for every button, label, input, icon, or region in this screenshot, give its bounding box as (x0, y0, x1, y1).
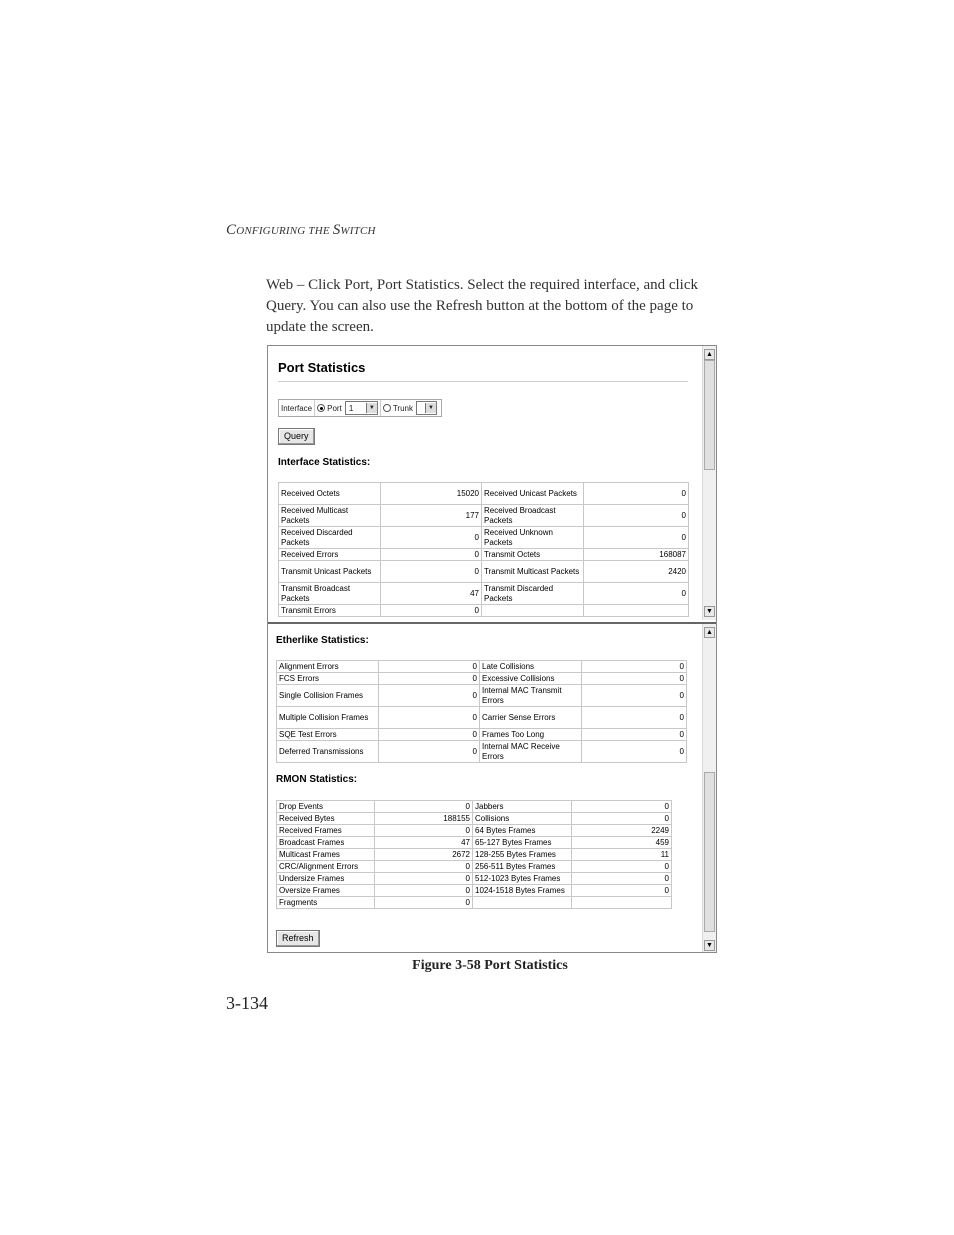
table-row (277, 813, 672, 825)
stat-value (584, 605, 689, 617)
stat-value: 0 (572, 801, 672, 813)
stat-label: Received Unknown Packets (482, 527, 584, 549)
top-pane-scrollbar[interactable] (702, 346, 716, 620)
table-row (277, 729, 687, 741)
stat-label: Received Errors (279, 549, 381, 561)
table-row (279, 483, 689, 505)
running-head-text-2: WITCH (340, 225, 376, 237)
stat-value: 0 (584, 583, 689, 605)
stat-value: 0 (375, 897, 473, 909)
query-button[interactable]: Query (278, 428, 315, 445)
stat-value: 0 (572, 813, 672, 825)
stat-label: Late Collisions (480, 661, 582, 673)
stat-value: 168087 (584, 549, 689, 561)
stat-value: 2420 (584, 561, 689, 583)
stat-value: 188155 (375, 813, 473, 825)
table-row (277, 707, 687, 729)
stat-value: 0 (381, 605, 482, 617)
stat-value: 0 (584, 527, 689, 549)
screenshot-frame (267, 345, 717, 953)
scroll-thumb[interactable] (704, 772, 715, 932)
interface-statistics-table (278, 482, 689, 617)
stat-label (473, 897, 572, 909)
stat-label: 65-127 Bytes Frames (473, 837, 572, 849)
rmon-statistics-table (276, 800, 672, 909)
stat-value: 0 (572, 861, 672, 873)
table-row (277, 849, 672, 861)
table-row (279, 505, 689, 527)
table-row (277, 741, 687, 763)
stat-label: Excessive Collisions (480, 673, 582, 685)
table-row (279, 583, 689, 605)
stat-value: 0 (379, 707, 480, 729)
stat-label: Received Frames (277, 825, 375, 837)
stat-label: Internal MAC Receive Errors (480, 741, 582, 763)
title-divider (278, 381, 688, 382)
stat-label: Received Bytes (277, 813, 375, 825)
stat-value: 0 (381, 561, 482, 583)
stat-value: 0 (582, 673, 687, 685)
running-head (226, 222, 376, 239)
stat-value: 47 (381, 583, 482, 605)
stat-value: 0 (381, 549, 482, 561)
stat-value: 0 (379, 673, 480, 685)
etherlike-statistics-table (276, 660, 687, 763)
stat-value: 0 (379, 685, 480, 707)
scroll-up-icon[interactable]: ▲ (704, 627, 715, 638)
stat-value: 459 (572, 837, 672, 849)
bottom-pane (268, 622, 716, 953)
stat-label: Oversize Frames (277, 885, 375, 897)
stat-value (572, 897, 672, 909)
stat-label: Received Unicast Packets (482, 483, 584, 505)
stat-value: 0 (582, 661, 687, 673)
stat-value: 0 (375, 885, 473, 897)
table-row (277, 897, 672, 909)
stat-label: Received Discarded Packets (279, 527, 381, 549)
stat-value: 177 (381, 505, 482, 527)
stat-label: Internal MAC Transmit Errors (480, 685, 582, 707)
stat-label: Deferred Transmissions (277, 741, 379, 763)
table-row (277, 801, 672, 813)
top-pane (268, 346, 716, 620)
stat-label: Transmit Octets (482, 549, 584, 561)
stat-label: Drop Events (277, 801, 375, 813)
port-select[interactable] (345, 401, 378, 415)
table-row (277, 825, 672, 837)
table-row (277, 837, 672, 849)
stat-value: 0 (572, 873, 672, 885)
stat-value: 0 (375, 801, 473, 813)
stat-label: 128-255 Bytes Frames (473, 849, 572, 861)
stat-value: 11 (572, 849, 672, 861)
stat-value: 15020 (381, 483, 482, 505)
stat-value: 0 (375, 873, 473, 885)
table-row (279, 605, 689, 617)
stat-label: 64 Bytes Frames (473, 825, 572, 837)
scroll-down-icon[interactable]: ▼ (704, 606, 715, 617)
scroll-down-icon[interactable]: ▼ (704, 940, 715, 951)
stat-label: Carrier Sense Errors (480, 707, 582, 729)
stat-value: 2249 (572, 825, 672, 837)
stat-value: 0 (379, 741, 480, 763)
table-row (277, 661, 687, 673)
stat-label: Transmit Broadcast Packets (279, 583, 381, 605)
stat-label: SQE Test Errors (277, 729, 379, 741)
table-row (277, 685, 687, 707)
stat-label: CRC/Alignment Errors (277, 861, 375, 873)
dropdown-arrow-icon: ▼ (366, 403, 377, 413)
table-row (277, 885, 672, 897)
scroll-up-icon[interactable]: ▲ (704, 349, 715, 360)
running-head-initial: C (226, 222, 237, 238)
stat-label: Transmit Errors (279, 605, 381, 617)
stat-label: 512-1023 Bytes Frames (473, 873, 572, 885)
stat-label: Collisions (473, 813, 572, 825)
stat-value: 0 (375, 825, 473, 837)
stat-label: Broadcast Frames (277, 837, 375, 849)
bottom-pane-scrollbar[interactable] (702, 624, 716, 953)
stat-value: 0 (582, 685, 687, 707)
stat-value: 0 (572, 885, 672, 897)
stat-label: 1024-1518 Bytes Frames (473, 885, 572, 897)
table-row (279, 561, 689, 583)
stat-label: Frames Too Long (480, 729, 582, 741)
interface-statistics-heading: Interface Statistics: (278, 457, 371, 468)
stat-label: Multicast Frames (277, 849, 375, 861)
table-row (279, 527, 689, 549)
running-head-text: ONFIGURING THE (236, 225, 333, 237)
etherlike-statistics-heading: Etherlike Statistics: (276, 635, 369, 646)
port-label: Port (327, 403, 342, 413)
stat-value: 0 (379, 729, 480, 741)
rmon-statistics-heading: RMON Statistics: (276, 774, 358, 785)
table-row (277, 873, 672, 885)
stat-label: Jabbers (473, 801, 572, 813)
dropdown-arrow-icon: ▼ (425, 403, 436, 413)
stat-value: 47 (375, 837, 473, 849)
figure-caption (0, 958, 954, 974)
stat-value: 0 (584, 505, 689, 527)
page-title: Port Statistics (278, 360, 366, 375)
stat-label: Multiple Collision Frames (277, 707, 379, 729)
stat-value: 0 (582, 729, 687, 741)
figure-caption-text: Figure 3-58 Port Statistics (412, 958, 568, 973)
stat-label: Transmit Unicast Packets (279, 561, 381, 583)
stat-label: Received Broadcast Packets (482, 505, 584, 527)
stat-label: Transmit Multicast Packets (482, 561, 584, 583)
stat-label: Fragments (277, 897, 375, 909)
stat-label: Alignment Errors (277, 661, 379, 673)
stat-label: Received Octets (279, 483, 381, 505)
stat-value: 0 (375, 861, 473, 873)
trunk-radio[interactable] (383, 404, 391, 412)
stat-value: 2672 (375, 849, 473, 861)
interface-label: Interface (279, 400, 315, 416)
running-head-initial-2: S (332, 222, 341, 238)
stat-value: 0 (379, 661, 480, 673)
port-select-value: 1 (348, 403, 354, 413)
stat-value: 0 (584, 483, 689, 505)
intro-paragraph: Web – Click Port, Port Statistics. Select the required interface, and click Query. You can also use the Refresh button at the bottom of the page to update the screen. (266, 277, 699, 335)
interface-selector (278, 399, 442, 417)
stat-value: 0 (381, 527, 482, 549)
scroll-thumb[interactable] (704, 360, 715, 470)
refresh-button[interactable]: Refresh (276, 930, 320, 947)
stat-label: Received Multicast Packets (279, 505, 381, 527)
table-row (279, 549, 689, 561)
trunk-label: Trunk (392, 403, 413, 413)
table-row (277, 861, 672, 873)
stat-label: Undersize Frames (277, 873, 375, 885)
stat-label: Transmit Discarded Packets (482, 583, 584, 605)
stat-label (482, 605, 584, 617)
trunk-option[interactable] (381, 400, 439, 416)
stat-label: 256-511 Bytes Frames (473, 861, 572, 873)
page-number: 3-134 (226, 993, 268, 1013)
stat-value: 0 (582, 707, 687, 729)
table-row (277, 673, 687, 685)
stat-value: 0 (582, 741, 687, 763)
trunk-select[interactable] (416, 401, 437, 415)
stat-label: FCS Errors (277, 673, 379, 685)
port-radio[interactable] (317, 404, 325, 412)
port-option[interactable] (315, 400, 381, 416)
stat-label: Single Collision Frames (277, 685, 379, 707)
